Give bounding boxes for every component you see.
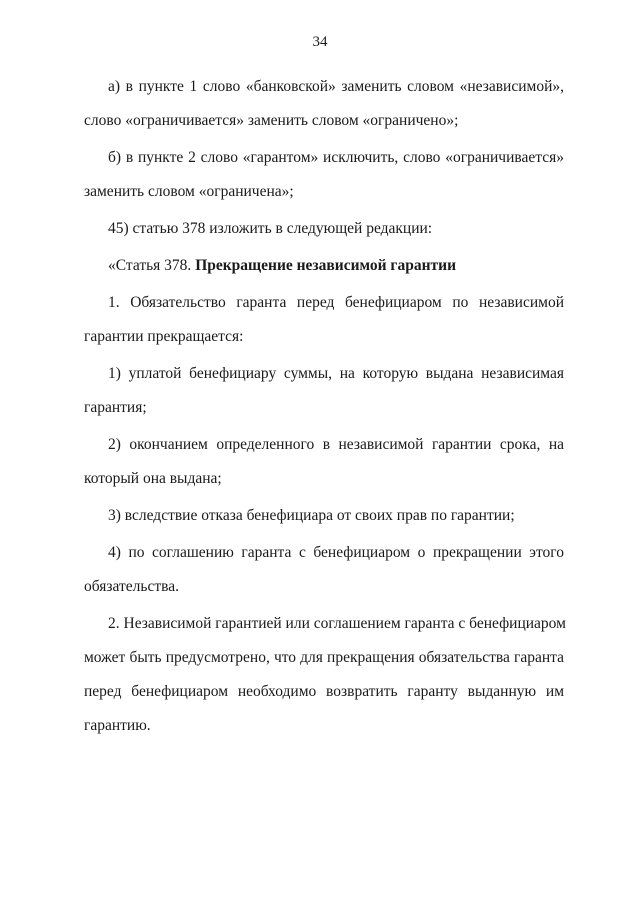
text-line: б) в пункте 2 слово «гарантом» исключить, слово «ограничивается» [108, 149, 564, 166]
text-line: может быть предусмотрено, что для прекращения обязательства гаранта [84, 649, 564, 666]
text-line: который она выдана; [84, 470, 222, 487]
paragraph-subclause-1 [84, 357, 564, 425]
text-line: гарантию. [84, 717, 151, 734]
text-line: заменить словом «ограничена»; [84, 183, 294, 200]
paragraph-subclause-3 [84, 499, 564, 533]
article-heading-prefix: «Статья 378. [108, 257, 196, 274]
paragraph-subclause-2 [84, 428, 564, 496]
page-number: 34 [312, 34, 328, 50]
text-line: гарантия; [84, 399, 147, 416]
paragraph-amendment-b [84, 141, 564, 209]
text-line: 2. Независимой гарантией или соглашением гаранта с бенефициаром [108, 615, 566, 632]
text-line: обязательства. [84, 578, 179, 595]
text-line: 2) окончанием определенного в независимой гарантии срока, на [108, 436, 564, 453]
text-line: гарантии прекращается: [84, 328, 244, 345]
article-heading-line [84, 249, 564, 283]
article-heading [84, 249, 564, 283]
text-line: 4) по соглашению гаранта с бенефициаром о прекращении этого [108, 544, 564, 561]
text-line: а) в пункте 1 слово «банковской» заменить словом «независимой», [108, 78, 564, 95]
article-heading-title: Прекращение независимой гарантии [195, 257, 457, 274]
text-line: 45) статью 378 изложить в следующей редакции: [108, 220, 433, 237]
paragraph-amendment-a [84, 70, 564, 138]
document-body [84, 70, 564, 743]
text-line: 1. Обязательство гаранта перед бенефициаром по независимой [108, 294, 564, 311]
text-line: слово «ограничивается» заменить словом «ограничено»; [84, 112, 459, 129]
text-line: перед бенефициаром необходимо возвратить гаранту выданную им [84, 683, 564, 700]
text-line: 3) вследствие отказа бенефициара от своих прав по гарантии; [108, 507, 515, 524]
paragraph-clause-1 [84, 286, 564, 354]
paragraph-item-45 [84, 212, 564, 246]
text-line: 1) уплатой бенефициару суммы, на которую выдана независимая [108, 365, 564, 382]
paragraph-clause-2 [84, 607, 564, 743]
paragraph-subclause-4 [84, 536, 564, 604]
